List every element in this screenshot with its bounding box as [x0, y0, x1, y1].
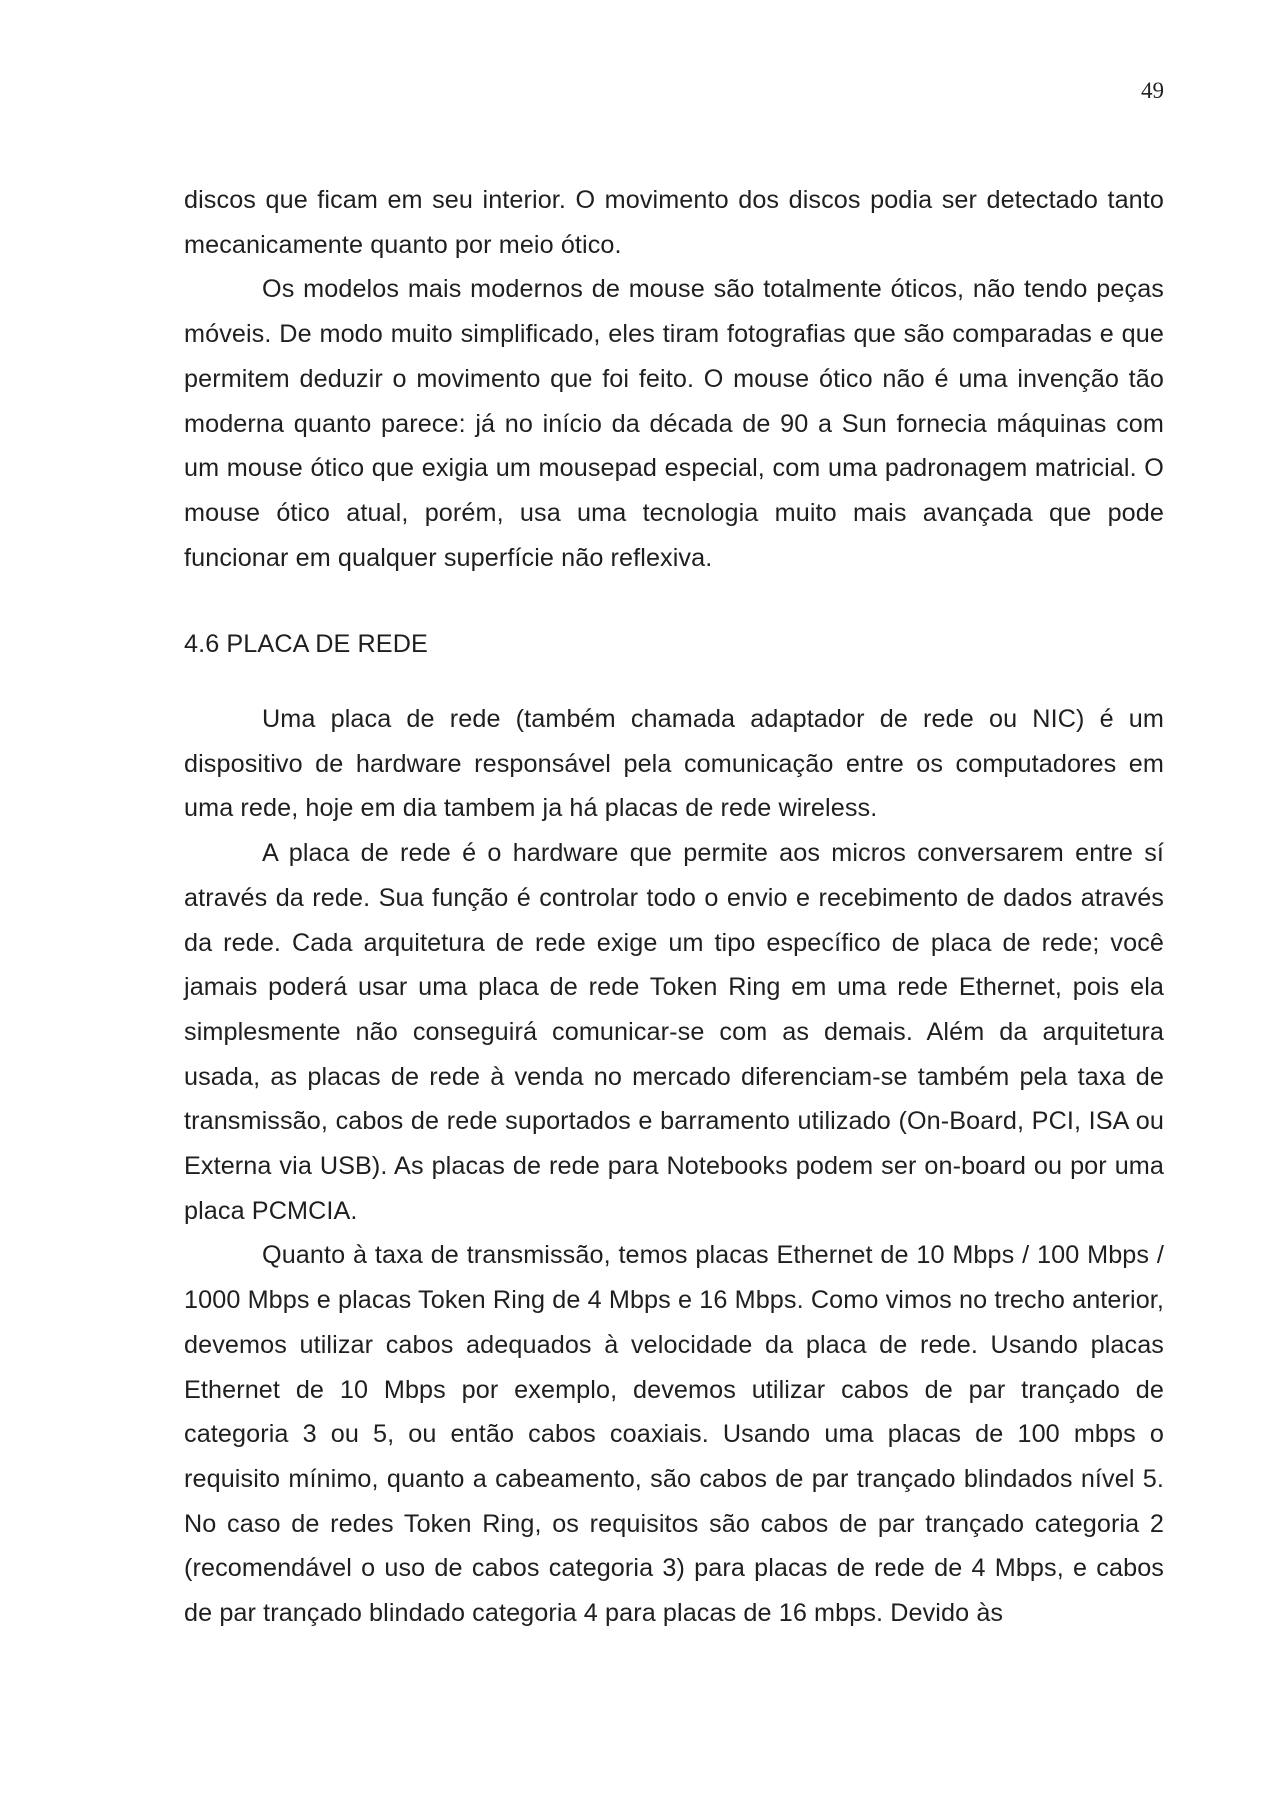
- paragraph: Uma placa de rede (também chamada adaptador de rede ou NIC) é um dispositivo de hardware responsável pela comunicação entre os computadores em uma rede, hoje em dia tambem ja há placas de rede wireless.: [184, 705, 1164, 823]
- body-text: [184, 178, 1164, 1636]
- page-number: 49: [1141, 78, 1164, 103]
- paragraph: A placa de rede é o hardware que permite aos micros conversarem entre sí através da rede. Sua função é controlar todo o envio e recebimento de dados através da rede. Cada arquitetura de rede exige um tipo específico de placa de rede; você jamais poderá usar uma placa de rede Token Ring em uma rede Ethernet, pois ela simplesmente não conseguirá comunicar-se com as demais. Além da arquitetura usada, as placas de rede à venda no mercado diferenciam-se também pela taxa de transmissão, cabos de rede suportados e barramento utilizado (On-Board, PCI, ISA ou Externa via USB). As placas de rede para Notebooks podem ser on-board ou por uma placa PCMCIA.: [184, 839, 1164, 1225]
- paragraph: Os modelos mais modernos de mouse são totalmente óticos, não tendo peças móveis. De modo muito simplificado, eles tiram fotografias que são comparadas e que permitem deduzir o movimento que foi feito. O mouse ótico não é uma invenção tão moderna quanto parece: já no início da década de 90 a Sun fornecia máquinas com um mouse ótico que exigia um mousepad especial, com uma padronagem matricial. O mouse ótico atual, porém, usa uma tecnologia muito mais avançada que pode funcionar em qualquer superfície não reflexiva.: [184, 275, 1164, 572]
- paragraph: discos que ficam em seu interior. O movimento dos discos podia ser detectado tanto mecanicamente quanto por meio ótico.: [184, 186, 1164, 259]
- paragraph: Quanto à taxa de transmissão, temos placas Ethernet de 10 Mbps / 100 Mbps / 1000 Mbps e placas Token Ring de 4 Mbps e 16 Mbps. Como vimos no trecho anterior, devemos utilizar cabos adequados à velocidade da placa de rede. Usando placas Ethernet de 10 Mbps por exemplo, devemos utilizar cabos de par trançado de categoria 3 ou 5, ou então cabos coaxiais. Usando uma placas de 100 mbps o requisito mínimo, quanto a cabeamento, são cabos de par trançado blindados nível 5. No caso de redes Token Ring, os requisitos são cabos de par trançado categoria 2 (recomendável o uso de cabos categoria 3) para placas de rede de 4 Mbps, e cabos de par trançado blindado categoria 4 para placas de 16 mbps. Devido às: [184, 1241, 1164, 1628]
- section-heading: 4.6 PLACA DE REDE: [184, 630, 428, 659]
